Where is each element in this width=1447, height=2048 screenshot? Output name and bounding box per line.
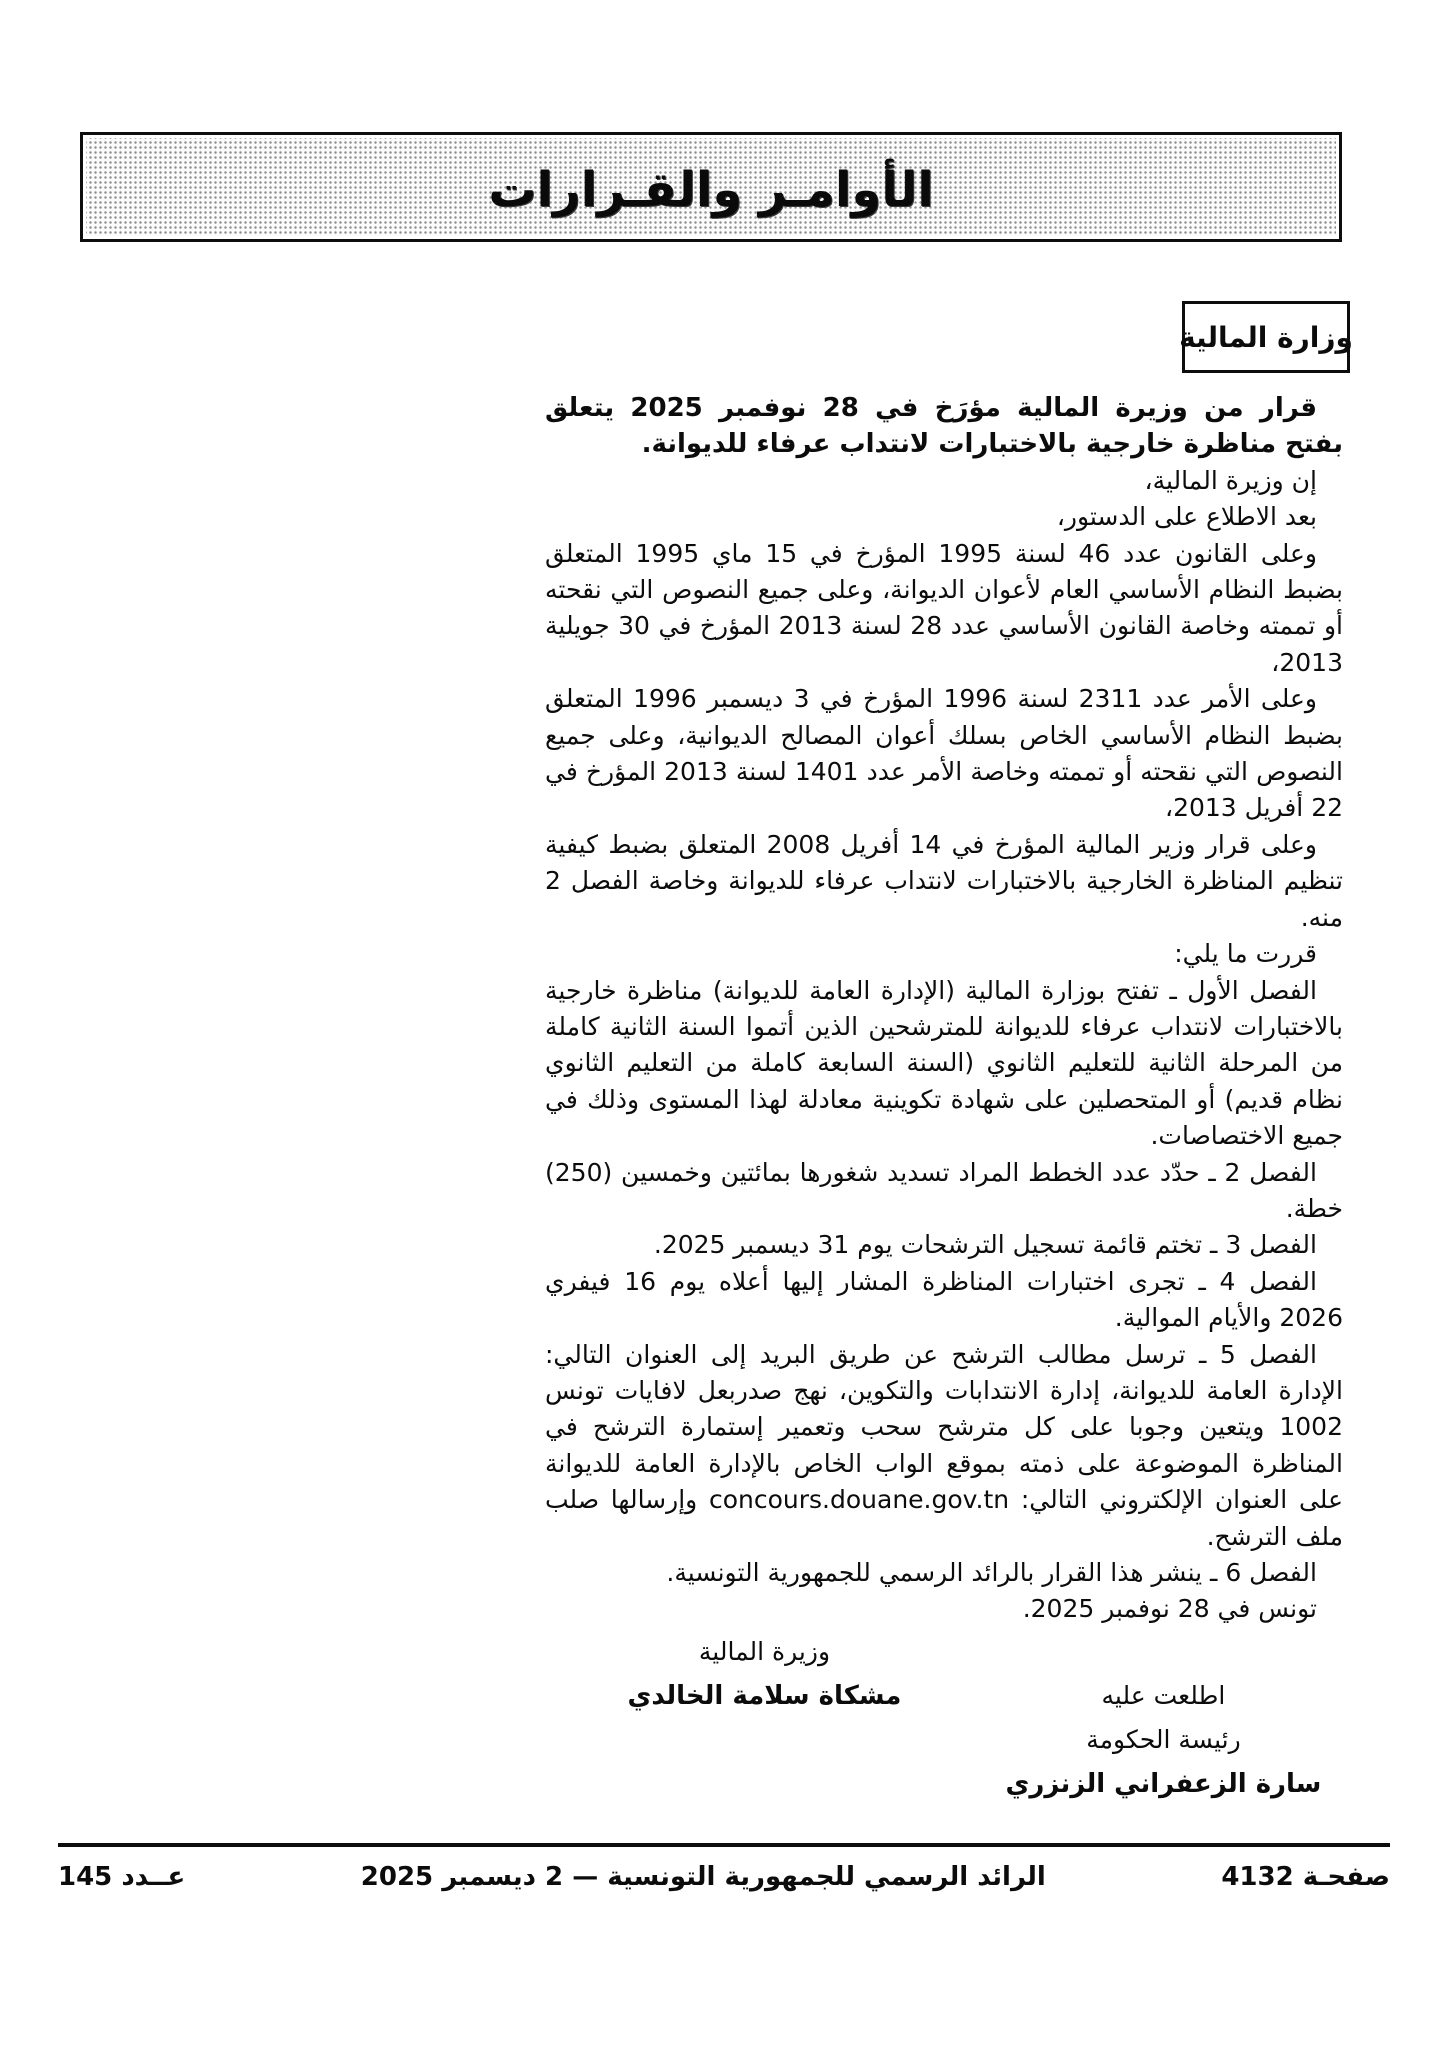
decree-paragraph: بعد الاطلاع على الدستور، — [1056, 502, 1317, 532]
section-banner — [80, 132, 1342, 242]
decree-paragraph: الفصل 2 ـ حدّد عدد الخطط المراد تسديد شغورها بمائتين وخمسين (250) خطة. — [545, 1157, 1343, 1223]
sig-pm-title: رئيسة الحكومة — [1086, 1724, 1241, 1754]
decree-paragraph: الفصل الأول ـ تفتح بوزارة المالية (الإدارة العامة للديوانة) مناظرة خارجية بالاختبارات لانتداب عرفاء للديوانة للمترشحين الذين أتموا السنة الثانية كاملة من المرحلة الثانية للتعليم الثانوي (السنة السابعة كاملة من التعليم الثانوي نظام قديم) أو المتحصلين على شهادة تكوينية معادلة لهذا المستوى وذلك في جميع الاختصاصات. — [545, 975, 1343, 1151]
section-banner-title: الأوامـر والقـرارات — [488, 162, 934, 218]
footer-issue-number: عــدد 145 — [58, 1862, 186, 1892]
sig-minister-name: مشكاة سلامة الخالدي — [627, 1680, 902, 1711]
decree-paragraph: الفصل 5 ـ ترسل مطالب الترشح عن طريق البريد إلى العنوان التالي: الإدارة العامة للديوانة، إدارة الانتدابات والتكوين، نهج صدربعل لافايات تونس 1002 ويتعين وجوبا على كل مترشح سحب وتعمير إستمارة الترشح في المناظرة الموضوعة على ذمته بموقع الواب الخاص بالإدارة العامة للديوانة على العنوان الإلكتروني التالي: concours.douane.gov.tn وإرسالها صلب ملف الترشح. — [545, 1339, 1343, 1551]
signature-block — [545, 1634, 1343, 1802]
decree-paragraph: وعلى القانون عدد 46 لسنة 1995 المؤرخ في 15 ماي 1995 المتعلق بضبط النظام الأساسي العام لأعوان الديوانة، وعلى جميع النصوص التي نقحته أو تممته وخاصة القانون الأساسي عدد 28 لسنة 2013 المؤرخ في 30 جويلية 2013، — [545, 538, 1343, 677]
sig-seen-by: اطلعت عليه — [1101, 1680, 1226, 1710]
decree-title: قرار من وزيرة المالية مؤرَخ في 28 نوفمبر 2025 يتعلق بفتح مناظرة خارجية بالاختبارات لانتداب عرفاء للديوانة. — [545, 393, 1343, 460]
footer — [58, 1862, 1390, 1892]
sig-minister-title: وزيرة المالية — [698, 1636, 831, 1666]
sig-pm-name: سارة الزعفراني الزنزري — [1005, 1768, 1322, 1799]
signature-right-column — [984, 1634, 1343, 1802]
ministry-label: وزارة المالية — [1179, 320, 1353, 354]
decree-paragraph: الفصل 3 ـ تختم قائمة تسجيل الترشحات يوم 31 ديسمبر 2025. — [653, 1230, 1317, 1260]
footer-page-number: صفحـة 4132 — [1221, 1862, 1390, 1892]
ministry-box — [1179, 301, 1353, 373]
decree-paragraph: قررت ما يلي: — [1174, 939, 1317, 969]
signature-left-column — [545, 1634, 984, 1802]
decree-paragraph: الفصل 6 ـ ينشر هذا القرار بالرائد الرسمي للجمهورية التونسية. — [666, 1558, 1317, 1587]
decree-paragraph: وعلى قرار وزير المالية المؤرخ في 14 أفريل 2008 المتعلق بضبط كيفية تنظيم المناظرة الخارجية بالاختبارات لانتداب عرفاء للديوانة وخاصة الفصل 2 منه. — [545, 829, 1343, 932]
decree-paragraph: الفصل 4 ـ تجرى اختبارات المناظرة المشار إليها أعلاه يوم 16 فيفري 2026 والأيام الموالية. — [545, 1266, 1343, 1333]
footer-divider — [58, 1843, 1390, 1847]
decree-paragraph: وعلى الأمر عدد 2311 لسنة 1996 المؤرخ في 3 ديسمبر 1996 المتعلق بضبط النظام الأساسي الخاص بسلك أعوان المصالح الديوانية، وعلى جميع النصوص التي نقحته أو تممته وخاصة الأمر عدد 1401 لسنة 2013 المؤرخ في 22 أفريل 2013، — [545, 684, 1343, 823]
decree-paragraph: إن وزيرة المالية، — [1144, 465, 1317, 495]
decree-paragraph: تونس في 28 نوفمبر 2025. — [1022, 1594, 1317, 1624]
footer-journal-title: الرائد الرسمي للجمهورية التونسية — 2 ديسمبر 2025 — [360, 1862, 1046, 1892]
decree-body — [545, 390, 1343, 1802]
